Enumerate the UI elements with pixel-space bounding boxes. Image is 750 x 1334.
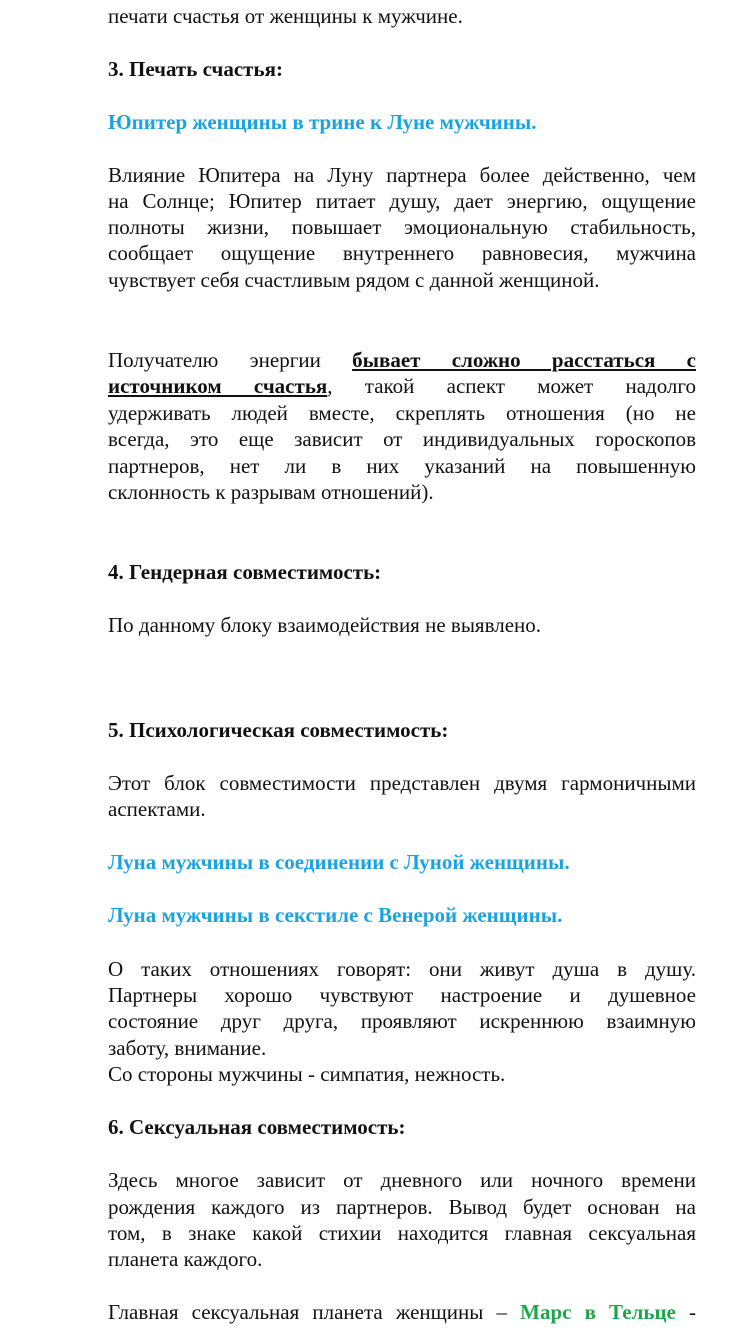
paragraph-line: печати счастья от женщины к мужчине. bbox=[108, 4, 463, 28]
paragraph-line: состояние друг друга, проявляют искреннюю взаимную bbox=[108, 1009, 696, 1033]
aspect-title: Юпитер женщины в трине к Луне мужчины. bbox=[108, 110, 537, 134]
paragraph-line: полноты жизни, повышает эмоциональную стабильность, bbox=[108, 215, 696, 239]
aspect-title: Луна мужчины в секстиле с Венерой женщины. bbox=[108, 903, 563, 927]
text-span: - bbox=[675, 1300, 697, 1324]
paragraph-line: партнеров, нет ли в них указаний на повышенную bbox=[108, 454, 696, 478]
paragraph-line: О таких отношениях говорят: они живут душа в душу. bbox=[108, 957, 696, 981]
text-span: , такой аспект может надолго bbox=[327, 374, 696, 398]
aspect-title: Луна мужчины в соединении с Луной женщины. bbox=[108, 850, 570, 874]
paragraph-line: сообщает ощущение внутреннего равновесия, мужчина bbox=[108, 241, 696, 265]
paragraph-line: Партнеры хорошо чувствуют настроение и душевное bbox=[108, 983, 696, 1007]
paragraph-line: Влияние Юпитера на Луну партнера более действенно, чем bbox=[108, 163, 696, 187]
paragraph-line: Со стороны мужчины - симпатия, нежность. bbox=[108, 1062, 506, 1086]
paragraph-line: заботу, внимание. bbox=[108, 1036, 267, 1060]
text-span: Получателю энергии bbox=[108, 348, 353, 372]
paragraph-line: всегда, это еще зависит от индивидуальных гороскопов bbox=[108, 427, 696, 451]
paragraph-line bbox=[108, 347, 696, 373]
paragraph-line: аспектами. bbox=[108, 797, 206, 821]
paragraph-line: на Солнце; Юпитер питает душу, дает энергию, ощущение bbox=[108, 189, 696, 213]
highlight-text: Марс в Тельце bbox=[520, 1300, 676, 1324]
emphasis-text: бывает сложно расстаться с bbox=[352, 348, 696, 372]
paragraph-line: Этот блок совместимости представлен двумя гармоничными bbox=[108, 771, 696, 795]
paragraph-line: планета каждого. bbox=[108, 1247, 263, 1271]
section-heading: 5. Психологическая совместимость: bbox=[108, 718, 449, 742]
paragraph-line: склонность к разрывам отношений). bbox=[108, 480, 434, 504]
paragraph-line bbox=[108, 373, 696, 399]
section-heading: 6. Сексуальная совместимость: bbox=[108, 1115, 406, 1139]
paragraph-line: Здесь многое зависит от дневного или ночного времени bbox=[108, 1168, 696, 1192]
paragraph-line: чувствует себя счастливым рядом с данной женщиной. bbox=[108, 268, 600, 292]
emphasis-text: источником счастья bbox=[108, 374, 328, 398]
paragraph-line: удерживать людей вместе, скреплять отношения (но не bbox=[108, 401, 696, 425]
paragraph-line bbox=[108, 1299, 696, 1325]
paragraph-line: рождения каждого из партнеров. Вывод будет основан на bbox=[108, 1195, 696, 1219]
paragraph-line: По данному блоку взаимодействия не выявлено. bbox=[108, 613, 542, 637]
text-span: Главная сексуальная планета женщины – bbox=[108, 1300, 521, 1324]
section-heading: 4. Гендерная совместимость: bbox=[108, 560, 382, 584]
paragraph-line: том, в знаке какой стихии находится главная сексуальная bbox=[108, 1221, 696, 1245]
section-heading: 3. Печать счастья: bbox=[108, 57, 283, 81]
